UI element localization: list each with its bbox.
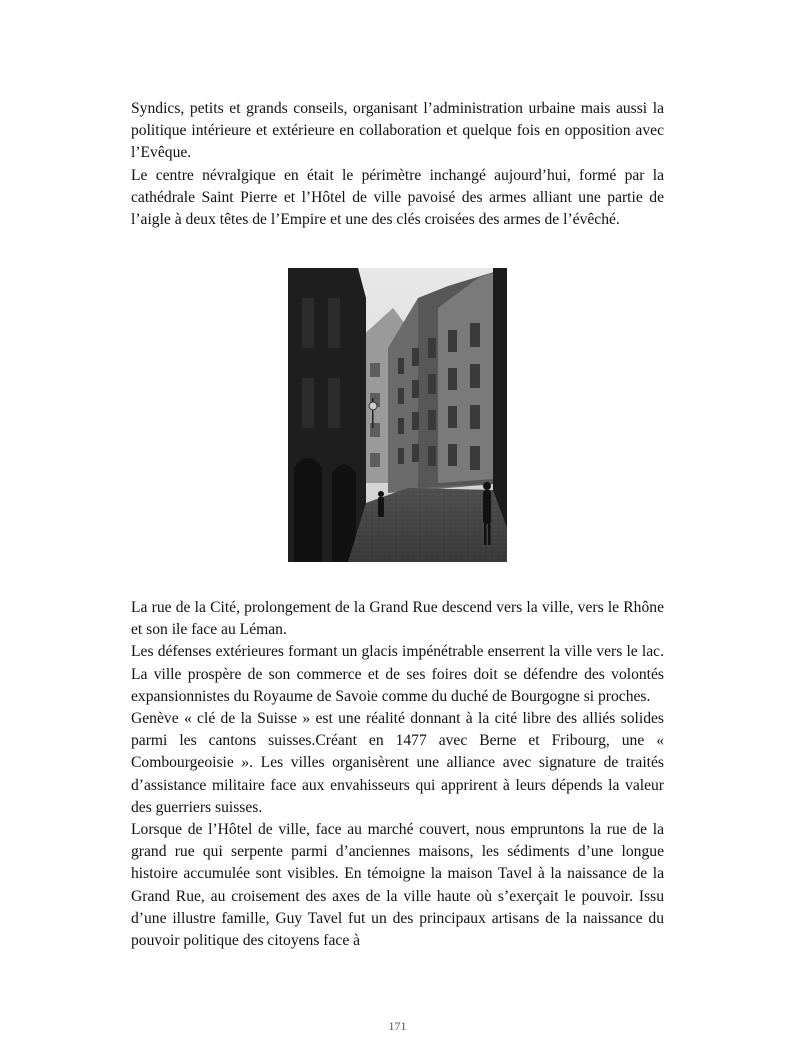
paragraph: Syndics, petits et grands conseils, organisant l’administration urbaine mais aussi la politique intérieure et extérieure en collaboration et quelque fois en opposition avec l’Evêque. [131, 100, 664, 162]
top-text-block [131, 98, 664, 231]
paragraph: Genève « clé de la Suisse » est une réalité donnant à la cité libre des alliés solides parmi les cantons suisses.Créant en 1477 avec Berne et Fribourg, une « Combourgeoisie ». Les villes organisèrent une alliance avec signature de traités d’assistance militaire face aux envahisseurs qui apprirent à leurs dépends la valeur des guerriers suisses. [131, 710, 664, 816]
paragraph: La rue de la Cité, prolongement de la Grand Rue descend vers la ville, vers le Rhône et son ile face au Léman. [131, 599, 664, 639]
paragraph: Le centre névralgique en était le périmètre inchangé aujourd’hui, formé par la cathédrale Saint Pierre et l’Hôtel de ville pavoisé des armes alliant une partie de l’aigle à deux têtes de l’Empire et une des clés croisées des armes de l’évêché. [131, 166, 664, 229]
paragraph: Les défenses extérieures formant un glacis impénétrable enserrent la ville vers le lac. La ville prospère de son commerce et de ses foires doit se défendre des volontés expansionnistes du Royaume de Savoie comme du duché de Bourgogne si proches. [131, 643, 664, 705]
street-photo-graphic [288, 268, 507, 562]
street-photo [288, 268, 507, 562]
paragraph: Lorsque de l’Hôtel de ville, face au marché couvert, nous empruntons la rue de la grand rue qui serpente parmi d’anciennes maisons, les sédiments d’une longue histoire accumulée sont visibles. En témoigne la maison Tavel à la naissance de la Grand Rue, au croisement des axes de la ville haute où s’exerçait le pouvoir. Issu d’une illustre famille, Guy Tavel fut un des principaux artisans de la naissance du pouvoir politique des citoyens face à [131, 821, 664, 950]
bottom-text-block [131, 597, 664, 952]
page-number: 171 [388, 1019, 407, 1033]
